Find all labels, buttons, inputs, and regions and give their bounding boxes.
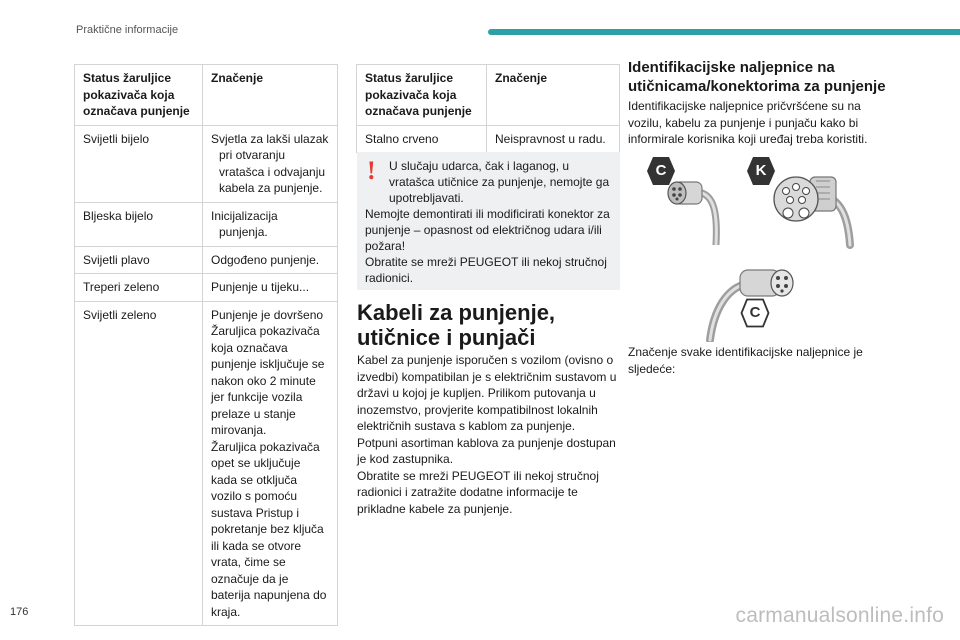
warning-box [357,152,620,290]
status-cell: Svijetli zeleno [75,301,203,626]
meaning-cell [203,301,338,626]
table-row [75,125,338,202]
label-c-letter: C [655,162,667,179]
table-row [75,301,338,626]
meaning-text: Punjenje je dovršeno Žaruljica pokazivača koja označava punjenje isključuje se nakon oko 2 minute jer funkcije vozila prelaze u stanje mirovanja. Žaruljica pokazivača opet se uključuje kada se otključa vozilo s pomoću sustava Pristup i pokretanje bez ključa ili kada se otvore vrata, čime se označuje da je baterija napunjena do kraja. [211,307,327,619]
header-cell-status: Status žaruljice pokazivača koja označava punjenje [75,65,203,126]
header-cell-meaning: Značenje [487,65,620,126]
warning-icon: ! [367,156,376,185]
warning-line: Obratite se mreži PEUGEOT ili nekoj stručnoj radionici. [365,255,607,285]
table-row [357,125,620,153]
watermark: carmanualsonline.info [735,604,944,627]
status-cell: Svijetli plavo [75,246,203,274]
status-cell: Svijetli bijelo [75,125,203,202]
identification-intro: Identifikacijske naljepnice pričvršćene su na vozilu, kabelu za punjenje i punjaču kako bi informirale korisnika koji uređaj treba koristiti. [628,99,868,146]
meaning-text: Svjetla za lakši ulazak pri otvaranju vratašca i odvajanju kabela za punjenje. [211,131,329,195]
table-row [75,246,338,274]
meaning-cell: Odgođeno punjenje. [203,246,338,274]
running-header: Praktične informacije [76,24,179,36]
cables-body [357,352,622,517]
status-cell: Treperi zeleno [75,274,203,302]
header-cell-meaning: Značenje [203,65,338,126]
section-title-cables: Kabeli za punjenje, utičnice i punjači [357,300,556,350]
status-table-right [356,64,620,153]
warning-line: U slučaju udarca, čak i laganog, u vratašca utičnice za punjenje, nemojte ga upotrebljavati. [389,159,610,205]
table-header-row [75,65,338,126]
paragraph: Obratite se mreži PEUGEOT ili nekoj stručnoj radionici i zatražite dodatne informacije te prikladne kabele za punjenje. [357,468,599,516]
label-c-outline-letter: C [749,304,761,321]
header-accent-bar [488,29,960,35]
status-cell: Bljeska bijelo [75,202,203,246]
page-number: 176 [10,606,29,618]
meaning-cell: Punjenje u tijeku... [203,274,338,302]
header-cell-status: Status žaruljice pokazivača koja označava punjenje [357,65,487,126]
warning-line: Nemojte demontirati ili modificirati konektor za punjenje – opasnost od električnog udara i/ili požara! [365,207,610,253]
status-cell: Stalno crveno [357,125,487,153]
table-header-row [357,65,620,126]
paragraph: Potpuni asortiman kablova za punjenje dostupan je kod zastupnika. [357,435,616,466]
paragraph: Kabel za punjenje isporučen s vozilom (ovisno o izvedbi) kompatibilan je s električnim sustavom u državi u kojoj je kupljen. Prilikom putovanja u inozemstvo, provjerite kompatibilnost lokalnih električnih sustava s kablom za punjenje. [357,353,617,433]
identification-outro: Značenje svake identifikacijske naljepnice je sljedeće: [628,345,863,376]
meaning-text: Inicijalizacija punjenja. [211,208,278,239]
section-title-identification: Identifikacijske naljepnice na utičnicama/konektorima za punjenje [628,59,886,95]
status-table-left [74,64,338,626]
label-k-letter: K [755,162,767,179]
table-row [75,202,338,246]
meaning-cell: Neispravnost u radu. [487,125,620,153]
meaning-cell [203,202,338,246]
table-row [75,274,338,302]
meaning-cell [203,125,338,202]
